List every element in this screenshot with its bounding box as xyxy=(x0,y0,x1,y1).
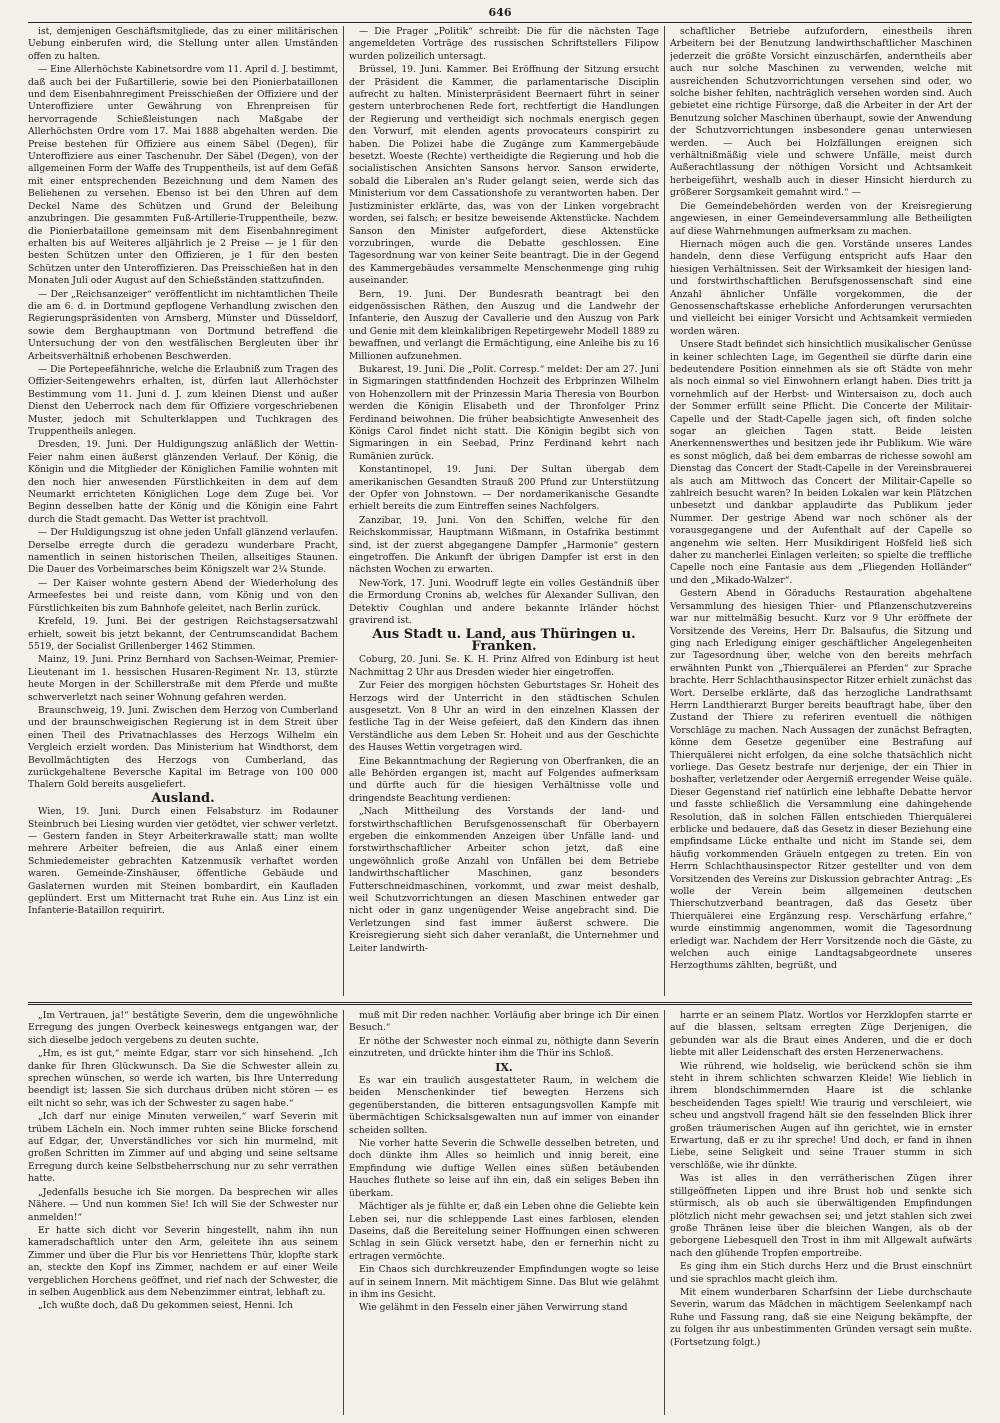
article-paragraph: „Jedenfalls besuche ich Sie morgen. Da besprechen wir alles Nähere. — Und nun kommen Sie! Ich will Sie der Schwester nur anmelden!“ xyxy=(28,1186,338,1223)
news-column-1 xyxy=(28,26,338,996)
article-paragraph: Es war ein traulich ausgestatteter Raum, in welchem die beiden Menschenkinder tief bewegten Herzens sich gegenüberstanden, die bitteren entsagungsvollen Kampfe mit übermächtigen Schicksalsgewalten nun auf immer von einander scheiden sollten. xyxy=(349,1075,659,1136)
article-paragraph: „Hm, es ist gut,“ meinte Edgar, starr vor sich hinsehend. „Ich danke für Ihren Glückwunsch. Da Sie die Schwester allein zu sprechen wünschen, so werde ich warten, bis Ihre Unterredung beendigt ist; lassen Sie sich durchaus drüben nicht stören — es eilt nicht so sehr, was ich der Schwester zu sagen habe.“ xyxy=(28,1048,338,1109)
article-paragraph: — Eine Allerhöchste Kabinetsordre vom 11. April d. J. bestimmt, daß auch bei der Fußartillerie, sowie bei den Pionierbataillonen und dem Eisenbahnregiment Preisschießen der Offiziere und der Unteroffiziere unter Gewährung von Ehrenpreisen für hervorragende Schießleistungen nach Maßgabe der Allerhöchsten Ordre vom 17. Mai 1888 abgehalten werden. Die Preise bestehen für Offiziere aus einem Säbel (Degen), für Unteroffiziere aus einer Taschenuhr. Der Säbel (Degen), von der allgemeinen Form der Waffe des Truppentheils, ist auf dem Gefäß mit einer entsprechenden Bezeichnung und dem Namen des Beliehenen zu versehen. Ebenso ist bei den Uhren auf dem Deckel Name des Schützen und Grund der Beleihung anzubringen. Die gesammten Fuß-Artillerie-Truppentheile, bezw. die Pionierbataillone gemeinsam mit dem Eisenbahnregiment erhalten bis auf Weiteres alljährlich je 2 Preise — je 1 für den besten Schützen unter den Offizieren, je 1 für den besten Schützen unter den Unteroffizieren. Das Preisschießen hat in den Monaten Juli oder August auf den Schießständen stattzufinden. xyxy=(28,64,338,287)
section-heading: IX. xyxy=(495,1060,513,1074)
section-heading: Ausland. xyxy=(151,790,215,806)
article-paragraph: New-York, 17. Juni. Woodruff legte ein volles Geständniß über die Ermordung Cronins ab, welches für Alexander Sullivan, den Detektiv Coughlan und andere bekannte Irländer höchst gravirend ist. xyxy=(349,577,659,627)
article-paragraph: Unsere Stadt befindet sich hinsichtlich musikalischer Genüsse in keiner schlechten Lage, im Gegentheil sie dürfte darin eine bedeutendere Position einnehmen als sie oft Städte von mehr als noch einmal so viel Einwohnern erlangt haben. Dies tritt ja vornehmlich auf der Herbst- und Wintersaison zu, doch auch der Sommer erfüllt seine Pflicht. Die Concerte der Militair-Capelle und der Stadt-Capelle jagen sich, oft finden solche sogar an gleichen Tagen statt. Beide leisten Anerkennenswerthes und besitzen jede ihr Publikum. Wie wäre es sonst möglich, daß bei dem embarras de richesse sowohl am Dienstag das Concert der Stadt-Capelle in der Vereinsbrauerei als auch am Mittwoch das Concert der Militair-Capelle so zahlreich besucht waren? In beiden Lokalen war kein Plätzchen unbesetzt und dankbar applaudirte das Publikum jeder Nummer. Der gestrige Abend war noch schöner als der vorausgegangene und der Aufenthalt auf der Capelle so angenehm wie selten. Herr Musikdirigent Hoßfeld ließ sich daher zu mancherlei Einlagen verleiten; so spielte die treffliche Capelle noch eine Fantasie aus dem „Fliegenden Holländer“ und den „Mikado-Walzer“. xyxy=(670,339,972,586)
article-paragraph: — Die Portepeefähnriche, welche die Erlaubniß zum Tragen des Offizier-Seitengewehrs erhalten, ist, dürfen laut Allerhöchster Bestimmung vom 11. Juni d. J. zum kleinen Dienst und außer Dienst den Ueberrock nach dem für Offiziere vorgeschriebenen Muster, jedoch mit Schulterklappen und Tuchkragen des Truppentheils anlegen. xyxy=(28,363,338,437)
article-paragraph: Eine Bekanntmachung der Regierung von Oberfranken, die an alle Behörden ergangen ist, macht auf Folgendes aufmerksam und dürfte auch für die hiesigen Verhältnisse volle und dringendste Beachtung verdienen: xyxy=(349,755,659,804)
article-paragraph: Bern, 19. Juni. Der Bundesrath beantragt bei den eidgenössischen Räthen, den Auszug und die Landwehr der Infanterie, den Auszug der Cavallerie und den Auszug von Park und Genie mit dem kleinkalibrigen Repetirgewehr Modell 1889 zu bewaffnen, und verlangt die Ermächtigung, eine Anleihe bis zu 16 Millionen aufzunehmen. xyxy=(349,288,659,362)
article-paragraph: Coburg, 20. Juni. Se. K. H. Prinz Alfred von Edinburg ist heut Nachmittag 2 Uhr aus Dresden wieder hier eingetroffen. xyxy=(349,654,659,678)
feuilleton-column-1 xyxy=(28,1010,338,1415)
article-paragraph: Was ist alles in den verrätherischen Zügen ihrer stillgeöffneten Lippen und ihre Brust hob und senkte sich stürmisch, als ob auch sie überwältigenden Empfindungen plötzlich nicht mehr gewachsen sei; und jetzt stahlen sich zwei große Thränen leise über die bleichen Wangen, als ob der geborgene Liebesquell den Trost in ihm mit Allgewalt aufwärts nach den glühende Tropfen emportreibe. xyxy=(670,1173,972,1259)
column-divider xyxy=(664,1010,665,1415)
column-divider xyxy=(343,1010,344,1415)
article-paragraph: Es ging ihm ein Stich durchs Herz und die Brust einschnürt und sie sprachlos macht gleich ihm. xyxy=(670,1261,972,1285)
article-paragraph: „Ich wußte doch, daß Du gekommen seiest, Henni. Ich xyxy=(38,1300,293,1312)
article-paragraph: Mächtiger als je fühlte er, daß ein Leben ohne die Geliebte kein Leben sei, nur die schleppende Last eines farblosen, elenden Daseins, daß die Bereitelung seiner Hoffnungen einen schweren Schlag in sein Glück versetzt habe, den er fernerhin nicht zu ertragen vermöchte. xyxy=(349,1201,659,1262)
header-rule xyxy=(28,22,972,23)
article-paragraph: muß mit Dir reden nachher. Vorläufig aber bringe ich Dir einen Besuch.“ xyxy=(349,1010,659,1034)
article-paragraph: Zur Feier des morgigen höchsten Geburtstages Sr. Hoheit des Herzogs wird der Unterricht in den städtischen Schulen ausgesetzt. Von 8 Uhr an wird in den einzelnen Klassen der festliche Tag in der Weise gefeiert, daß den Kindern das ihnen Verständliche aus dem Leben Sr. Hoheit und aus der Geschichte des Hauses Wettin vorgetragen wird. xyxy=(349,680,659,754)
article-paragraph: Braunschweig, 19. Juni. Zwischen dem Herzog von Cumberland und der braunschweigischen Regierung ist in dem Streit über einen Theil des Privatnachlasses des Herzogs Wilhelm ein Vergleich erzielt worden. Das Ministerium hat Windthorst, dem Bevollmächtigten des Herzogs von Cumberland, das zurückgehaltene Beversche Kapital im Betrage von 100 000 Thalern Gold bereits ausgeliefert. xyxy=(28,704,338,791)
section-heading: Aus Stadt u. Land, aus Thüringen u. Franken. xyxy=(372,626,636,654)
article-paragraph: — Der „Reichsanzeiger“ veröffentlicht im nichtamtlichen Theile die am 6. d. in Dortmund gepflogene Verhandlung zwischen den Regierungspräsidenten von Arnsberg, Münster und Düsseldorf, sowie dem Berghauptmann von Dortmund betreffend die Untersuchung der von den westfälischen Bergleuten über ihr Arbeitsverhältniß erhobenen Beschwerden. xyxy=(28,288,338,362)
page-number: 646 xyxy=(488,6,512,19)
article-paragraph: Wien, 19. Juni. Durch einen Felsabsturz im Rodauner Steinbruch bei Liesing wurden vier getödtet, vier schwer verletzt. — Gestern fanden in Steyr Arbeiterkrawalle statt; man wollte mehrere Arbeiter befreien, die aus Anlaß einer einem Schmiedemeister gebrachten Katzenmusik verhaftet worden waren. Gemeinde-Zinshäuser, öffentliche Gebäude und Gaslaternen wurden mit Steinen bombardirt, ein Kaufladen geplündert. Erst um Mitternacht trat Ruhe ein. Aus Linz ist ein Infanterie-Bataillon requirirt. xyxy=(28,806,338,917)
article-paragraph: Hiernach mögen auch die gen. Vorstände unseres Landes handeln, denn diese Verfügung entspricht aufs Haar den hiesigen Verhältnissen. Seit der Wirksamkeit der hiesigen land- und forstwirthschaftlichen Berufsgenossenschaft sind eine Anzahl ähnlicher Unfälle vorgekommen, die der Genossenschaftskasse erhebliche Anforderungen verursachten und vielleicht bei einiger Vorsicht und Achtsamkeit vermieden worden wären. xyxy=(670,238,972,337)
article-paragraph: — Die Prager „Politik“ schreibt: Die für die nächsten Tage angemeldeten Vorträge des russischen Schriftstellers Filipow wurden polizeilich untersagt. xyxy=(349,26,659,62)
feuilleton-column-2 xyxy=(349,1010,659,1415)
feuilleton-rule xyxy=(28,1002,972,1005)
article-paragraph: harrte er an seinem Platz. Wortlos vor Herzklopfen starrte er auf die blassen, seltsam erregten Züge Derjenigen, die gebunden war als die Braut eines Anderen, und die er doch liebte mit aller Leidenschaft des ersten Herzenerwachens. xyxy=(670,1010,972,1059)
column-divider xyxy=(664,26,665,996)
article-paragraph: Nie vorher hatte Severin die Schwelle desselben betreten, und doch dünkte ihm Alles so heimlich und innig bereit, eine Empfindung wie duftige Wellen eines süßen betäubenden Hauches fluthete so leise auf ihn ein, daß ein seliges Beben ihn überkam. xyxy=(349,1138,659,1199)
article-paragraph: — Der Huldigungszug ist ohne jeden Unfall glänzend verlaufen. Derselbe erregte durch die geradezu wunderbare Pracht, namentlich in seinen historischen Theilen, allseitiges Staunen. Die Dauer des Vorbeimarsches beim Königszelt war 2¼ Stunde. xyxy=(28,527,338,576)
article-paragraph: Er nöthe der Schwester noch einmal zu, nöthigte dann Severin einzutreten, und drückte hinter ihm die Thür ins Schloß. xyxy=(349,1035,659,1060)
article-paragraph: Zanzibar, 19. Juni. Von den Schiffen, welche für den Reichskommissar, Hauptmann Wißmann, in Ostafrika bestimmt sind, ist der zuerst abgegangene Dampfer „Harmonie“ gestern eingetroffen. Die Ankunft der übrigen Dampfer ist erst in den nächsten Wochen zu erwarten. xyxy=(349,514,659,576)
article-paragraph: „Ich darf nur einige Minuten verweilen,“ warf Severin mit trübem Lächeln ein. Noch immer ruhten seine Blicke forschend auf Edgar, der, Unverständliches vor sich hin murmelnd, mit großen Schritten im Zimmer auf und abging und seine seltsame Erregung durch keine Selbstbeherrschung nur zu sehr verrathen hatte. xyxy=(28,1111,338,1185)
article-paragraph: Mainz, 19. Juni. Prinz Bernhard von Sachsen-Weimar, Premier-Lieutenant im 1. hessischen Husaren-Regiment Nr. 13, stürzte heute Morgen in der Schillerstraße mit dem Pferde und mußte schwerverletzt nach seiner Wohnung gefahren werden. xyxy=(28,654,338,703)
article-paragraph: ist, demjenigen Geschäftsmitgliede, das zu einer militärischen Uebung einberufen wird, die Stellung unter allen Umständen offen zu halten. xyxy=(28,26,338,62)
article-paragraph: Die Gemeindebehörden werden von der Kreisregierung angewiesen, in einer Gemeindeversammlung alle Betheiligten auf diese Wahrnehmungen aufmerksam zu machen. xyxy=(670,200,972,237)
column-divider xyxy=(343,26,344,996)
article-paragraph: Mit einem wunderbaren Scharfsinn der Liebe durchschaute Severin, warum das Mädchen in mächtigem Seelenkampf nach Ruhe und Fassung rang, daß sie eine Neigung bekämpfte, der zu folgen ihr aus unbestimmenten Gründen versagt sein mußte. (Fortsetzung folgt.) xyxy=(670,1286,972,1348)
article-paragraph: „Nach Mittheilung des Vorstands der land- und forstwirthschaftlichen Berufsgenossenschaft für Oberbayern ergeben die einkommenden Anzeigen über Unfälle land- und forstwirthschaftlicher Arbeiter schon jetzt, daß eine ungewöhnlich große Anzahl von Unfällen bei dem Betriebe landwirthschaftlicher Maschinen, ganz besonders Futterschneidmaschinen, vorkommt, und zwar meist deshalb, weil Schutzvorrichtungen an diesen Maschinen entweder gar nicht oder in ganz ungenügender Weise angebracht sind. Die Verletzungen sind fast immer äußerst schwere. Die Kreisregierung sieht sich daher veranlaßt, die Unternehmer und Leiter landwirth- xyxy=(349,806,659,954)
news-column-2 xyxy=(349,26,659,996)
article-paragraph: Brüssel, 19. Juni. Kammer. Bei Eröffnung der Sitzung ersucht der Präsident die Kammer, die parlamentarische Disciplin aufrecht zu halten. Ministerpräsident Beernaert führt in seiner gestern unterbrochenen Rede fort, rechtfertigt die Handlungen der Regierung und vertheidigt sich nochmals energisch gegen den Vorwurf, mit elenden agents provocateurs conspirirt zu haben. Die Polizei habe die Zugänge zum Kammergebäude besetzt. Woeste (Rechte) vertheidigte die Regierung und hob die socialistischen Ansichten Sansons hervor. Sanson erwiderte, sobald die Liberalen an's Ruder gelangt seien, werde sich das Ministerium vor dem Cassationshofe zu verantworten haben. Der Justizminister erklärte, das, was von der Linken vorgebracht worden, sei falsch; er besitze beweisende Aktenstücke. Nachdem Sanson den Minister aufgefordert, diese Aktenstücke vorzubringen, wurde die Debatte geschlossen. Eine Tagesordnung war von keiner Seite beantragt. Die in der Gegend des Kammergebäudes versammelte Menschenmenge ging ruhig auseinander. xyxy=(349,64,659,287)
article-paragraph: Bukarest, 19. Juni. Die „Polit. Corresp.“ meldet: Der am 27. Juni in Sigmaringen stattfindenden Hochzeit des Erbprinzen Wilhelm von Hohenzollern mit der Prinzessin Maria Theresia von Bourbon werden die Königin Elisabeth und der Thronfolger Prinz Ferdinand beiwohnen. Die früher beabsichtigte Anwesenheit des Königs Carol findet nicht statt. Die Königin begibt sich von Sigmaringen in ein Seebad, Prinz Ferdinand kehrt nach Rumänien zurück. xyxy=(349,363,659,462)
article-paragraph: Wie rührend, wie holdselig, wie berückend schön sie ihm steht in ihrem schlichten schwarzen Kleide! Wie lieblich in ihrem blondschimmernden Haare ist die schlanke bescheidenden Tages spielt! Wie traurig und verschleiert, wie scheu und angstvoll fragend hält sie den fesselnden Blick ihrer großen träumerischen Augen auf ihn gerichtet, wie in ernster Erwartung, daß er zu ihr spreche! Und doch, er fand in ihnen Liebe, seine Seligkeit und seine Trauer stumm in sich verschlöße, wie ihr dünkte. xyxy=(670,1060,972,1171)
article-paragraph: Ein Chaos sich durchkreuzender Empfindungen wogte so leise auf in seinem Innern. Mit mächtigem Sinne. Das Blut wie gelähmt in ihm ins Gesicht. xyxy=(349,1264,659,1300)
article-paragraph: Krefeld, 19. Juni. Bei der gestrigen Reichstagsersatzwahl erhielt, soweit bis jetzt bekannt, der Centrumscandidat Bachem 5519, der Socialist Grillenberger 1462 Stimmen. xyxy=(28,616,338,652)
feuilleton-column-3 xyxy=(670,1010,972,1415)
article-paragraph: Er hatte sich dicht vor Severin hingestellt, nahm ihn nun kameradschaftlich unter den Arm, geleitete ihn aus seinem Zimmer und über die Flur bis vor Henriettens Thür, klopfte stark an, steckte den Kopf ins Zimmer, nachdem er auf einer Weile vergeblichen Horchens geöffnet, und rief nach der Schwester, die in selben Augenblick aus dem Nebenzimmer eintrat, lebhaft zu. xyxy=(28,1224,338,1298)
article-paragraph: „Im Vertrauen, ja!“ bestätigte Severin, dem die ungewöhnliche Erregung des jungen Overbeck keineswegs entgangen war, der sich dieselbe jedoch vergebens zu deuten suchte. xyxy=(28,1010,338,1046)
article-paragraph: — Der Kaiser wohnte gestern Abend der Wiederholung des Armeefestes bei und reiste dann, vom König und von den Fürstlichkeiten bis zum Bahnhofe geleitet, nach Berlin zurück. xyxy=(28,577,338,614)
article-paragraph: Dresden, 19. Juni. Der Huldigungszug anläßlich der Wettin-Feier nahm einen äußerst glänzenden Verlauf. Der König, die Königin und die Mitglieder der Königlichen Familie wohnten mit den noch hier anwesenden Fürstlichkeiten in dem auf dem Neumarkt errichteten Königlichen Loge dem Zuge bei. Vor Beginn desselben hatte der König und die Königin eine Fahrt durch die Stadt gemacht. Das Wetter ist prachtvoll. xyxy=(28,439,338,525)
article-paragraph: Wie gelähmt in den Fesseln einer jähen Verwirrung stand xyxy=(359,1302,628,1314)
article-paragraph: schaftlicher Betriebe aufzufordern, einestheils ihren Arbeitern bei der Benutzung landwirthschaftlicher Maschinen jederzeit die größte Vorsicht einzuschärfen, anderntheils aber auch nur solche Maschinen zu verwenden, welche mit ausreichenden Schutzvorrichtungen versehen sind oder, wo solche bisher fehlten, nachträglich versehen worden sind. Auch gebietet eine richtige Fürsorge, daß die Arbeiter in der Art der Benutzung solcher Maschinen überhaupt, sowie der Anwendung der Schutzvorrichtungen insbesondere genau unterwiesen werden. — Auch bei Holzfällungen ereignen sich verhältnißmäßig viele und schwere Unfälle, meist durch Außerachtlassung der nöthigen Vorsicht und Achtsamkeit herbeigeführt, weshalb auch in dieser Hinsicht hierdurch zu größerer Sorgsamkeit gemahnt wird.“ — xyxy=(670,26,972,199)
article-paragraph: Konstantinopel, 19. Juni. Der Sultan übergab dem amerikanischen Gesandten Strauß 200 Pfund zur Unterstützung der Opfer von Johnstown. — Der nordamerikanische Gesandte erhielt bereits die zum Eintreffen seines Nachfolgers. xyxy=(349,464,659,513)
article-paragraph: Gestern Abend in Göraduchs Restauration abgehaltene Versammlung des hiesigen Thier- und Pflanzenschutzvereins war nur mittelmäßig besucht. Kurz vor 9 Uhr eröffnete der Vorsitzende des Vereins, Herr Dr. Balsaufus, die Sitzung und ging nach Erledigung einiger geschäftlicher Angelegenheiten zur Tagesordnung über, welche von den bereits mehrfach erwähnten Punkt von „Thierquälerei an Pferden“ zur Sprache brachte. Herr Schlachthausinspector Ritzer erhielt zunächst das Wort. Derselbe erklärte, daß das herzogliche Landrathsamt Herrn Landthierarzt Burger bereits beauftragt habe, über den Zustand der Thiere zu referiren eventuell die nöthigen Vorschläge zu machen. Nach Aussagen der zunächst Befragten, könne dem Gesetze gegenüber eine Bestrafung auf Thierquälerei nicht erfolgen, da eine solche thatsächlich nicht vorliege. Das Gesetz bestrafe nur derjenige, der ein Thier in boshafter, verletzender oder Aergerniß erregender Weise quäle. Dieser Gegenstand rief natürlich eine lebhafte Debatte hervor und fasste schließlich die Versammlung eine dahingehende Resolution, daß in solchen Fällen entschieden Thierquälerei erblicke und bedauere, daß das Gesetz in dieser Beziehung eine empfindsame Lücke enthalte und nicht im Stande sei, dem häufig vorkommenden Gräueln entgegen zu treten. Ein von Herrn Schlachthausinspector Ritzer gestellter und von dem Vorsitzenden des Vereins zur Diskussion gebrachter Antrag: „Es wolle der Verein beim allgemeinen deutschen Thierschutzverband beantragen, daß das Gesetz über Thierquälerei eine Ergänzung resp. Verschärfung erfahre,“ wurde einstimmig angenommen, womit die Tagesordnung erledigt war. Nachdem der Herr Vorsitzende noch die Gäste, zu welchen auch einige Landtagsabgeordnete unseres Herzogthums zählten, begrüßt, und xyxy=(670,588,972,972)
news-column-3 xyxy=(670,26,972,996)
